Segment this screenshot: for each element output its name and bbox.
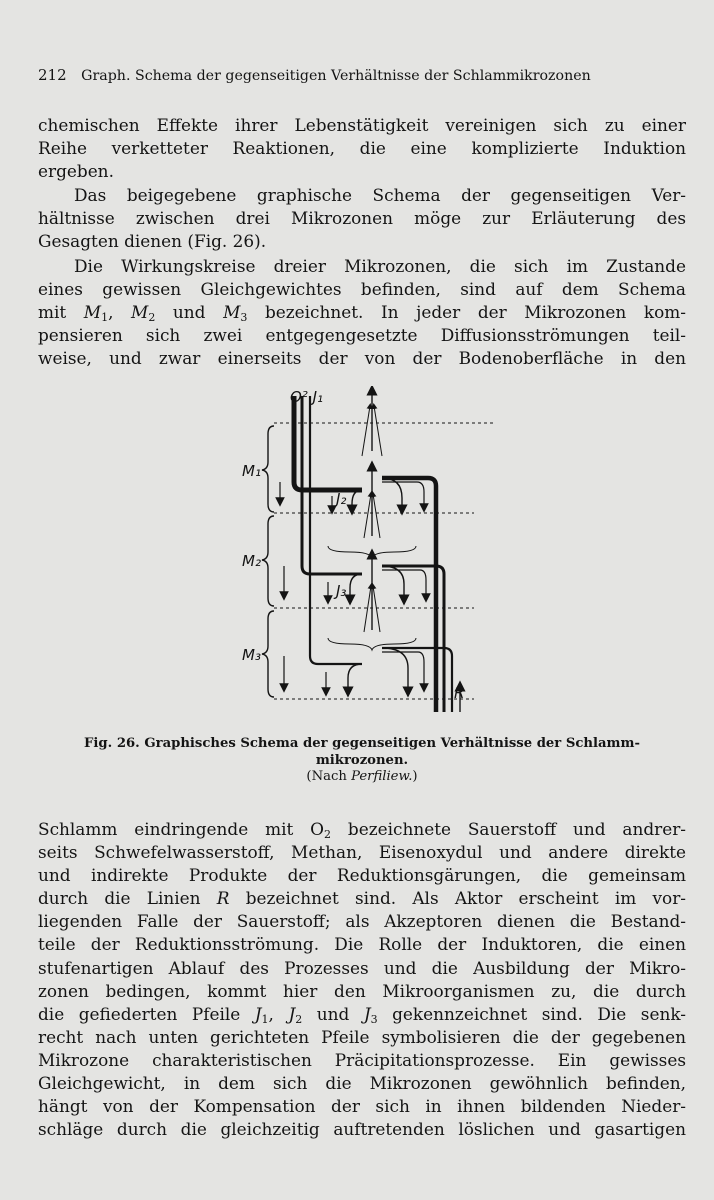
label-r: R <box>454 684 465 702</box>
text-line: chemischen Effekte ihrer Lebenstätigkeit vereinigen sich zu einer <box>38 115 686 135</box>
word: mit <box>38 302 67 323</box>
symbol-m3: M <box>223 302 241 323</box>
paragraph-4 <box>38 818 686 1141</box>
symbol-m2: M <box>131 302 149 323</box>
text-line: teile der Reduktionsströmung. Die Rolle der Induktoren, die einen <box>38 934 686 955</box>
label-j3: J₃ <box>336 582 347 600</box>
symbol-j2: J <box>288 1003 296 1024</box>
word: bezeichnet. In jeder der Mikrozonen kom- <box>264 302 686 323</box>
text-line-with-symbols: die gefiederten Pfeile $J_1$, $J_2$ und $J_3$ gekennzeichnet sind. Die senk- <box>38 1003 686 1026</box>
running-header <box>38 66 678 84</box>
text-line-with-symbols <box>38 818 686 841</box>
paragraph-1 <box>38 114 686 183</box>
words: bezeichnete Sauerstoff und andrer- <box>347 819 686 839</box>
symbol-r: R <box>216 888 230 909</box>
subscript: 2 <box>148 311 156 325</box>
source-close: ) <box>412 769 418 784</box>
paragraph-2 <box>38 184 686 253</box>
figure-26-schema <box>232 386 494 722</box>
caption-line: mikrozonen. <box>315 753 409 768</box>
punct: , <box>108 302 114 323</box>
symbol-m1: M <box>83 302 102 323</box>
text-line: Das beigegebene graphische Schema der gegenseitigen Ver- <box>74 185 686 205</box>
words: die gefiederten Pfeile <box>38 1003 241 1024</box>
figure-caption <box>38 735 686 769</box>
text-line: Die Wirkungskreise dreier Mikrozonen, die sich im Zustande <box>74 256 686 276</box>
running-title: Graph. Schema der gegenseitigen Verhältnisse der Schlammikrozonen <box>81 68 591 84</box>
text-line: schläge durch die gleichzeitig auftretenden löslichen und gasartigen <box>38 1119 686 1140</box>
figure-source <box>38 769 686 784</box>
label-m3: M₃ <box>242 646 261 664</box>
subscript: 1 <box>101 311 109 325</box>
text-line: hältnisse zwischen drei Mikrozonen möge zur Erläuterung des <box>38 208 686 229</box>
words: durch die Linien <box>38 888 201 909</box>
text-line: seits Schwefelwasserstoff, Methan, Eisenoxydul und andere direkte <box>38 842 686 863</box>
text-line: Gesagten dienen (Fig. 26). <box>38 231 267 252</box>
word: und <box>172 302 206 323</box>
label-o2-j1: O² J₁ <box>290 388 324 406</box>
subscript: 3 <box>370 1012 378 1026</box>
text-line: ergeben. <box>38 161 114 182</box>
words: gekennzeichnet sind. Die senk- <box>392 1003 686 1024</box>
source-open: (Nach <box>306 769 347 784</box>
subscript: 2 <box>324 828 332 841</box>
text-line: Gleichgewicht, in dem sich die Mikrozonen gewöhnlich befinden, <box>38 1073 686 1094</box>
text-line: hängt von der Kompensation der sich in ihnen bildenden Nieder- <box>38 1096 686 1117</box>
text-line-with-symbols <box>38 887 686 910</box>
words: Schlamm eindringende mit O <box>38 819 325 839</box>
text-line: Mikrozone charakteristischen Präcipitationsprozesse. Ein gewisses <box>38 1049 686 1070</box>
symbol-j1: J <box>254 1003 262 1024</box>
paragraph-3 <box>38 255 686 370</box>
label-m2: M₂ <box>242 552 261 570</box>
text-line: Reihe verketteter Reaktionen, die eine komplizierte Induktion <box>38 138 686 159</box>
microzone-diagram <box>232 386 494 722</box>
text-line: eines gewissen Gleichgewichtes befinden, sind auf dem Schema <box>38 279 686 300</box>
text-line: und indirekte Produkte der Reduktionsgärungen, die gemeinsam <box>38 865 686 886</box>
text-line-with-symbols <box>38 301 686 324</box>
text-line: stufenartigen Ablauf des Prozesses und die Ausbildung der Mikro- <box>38 957 686 978</box>
text-line: pensieren sich zwei entgegengesetzte Diffusionsströmungen teil- <box>38 325 686 346</box>
page-number: 212 <box>38 66 67 84</box>
caption-line: Fig. 26. Graphisches Schema der gegenseitigen Verhältnisse der Schlamm- <box>84 736 640 751</box>
words: bezeichnet sind. Als Aktor erscheint im vor- <box>245 888 686 909</box>
subscript: 1 <box>261 1012 269 1026</box>
subscript: 3 <box>240 311 248 325</box>
label-j2: J₂ <box>336 490 347 508</box>
text-line: liegenden Falle der Sauerstoff; als Akzeptoren dienen die Bestand- <box>38 911 686 932</box>
text-line: zonen bedingen, kommt hier den Mikroorganismen zu, die durch <box>38 980 686 1001</box>
subscript: 2 <box>295 1012 303 1026</box>
symbol-j3: J <box>363 1003 371 1024</box>
label-m1: M₁ <box>242 462 261 480</box>
words: und <box>316 1003 350 1024</box>
text-line: weise, und zwar einerseits der von der Bodenoberfläche in den <box>38 348 686 369</box>
text-line: recht nach unten gerichteten Pfeile symbolisieren die der gegebenen <box>38 1026 686 1047</box>
source-author: Perfiliew. <box>351 769 413 784</box>
